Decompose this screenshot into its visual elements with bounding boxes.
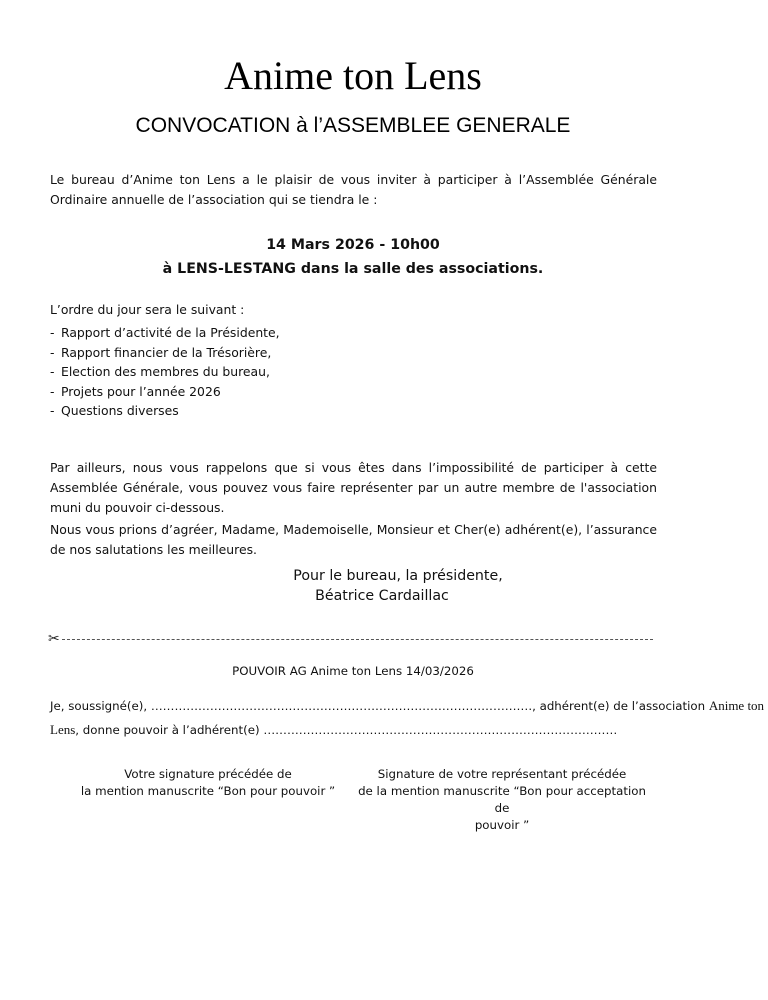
document-subtitle: CONVOCATION à l’ASSEMBLEE GENERALE bbox=[135, 114, 571, 137]
signature-name: Béatrice Cardaillac bbox=[315, 588, 449, 604]
form-line-2: Lens, donne pouvoir à l’adhérent(e) ……………………………………………………………………………… bbox=[50, 722, 618, 737]
association-title: Anime ton Lens bbox=[224, 53, 482, 98]
intro-paragraph: Le bureau d’Anime ton Lens a le plaisir de vous inviter à participer à l’Assemblée Générale Ordinaire annuelle de l’association qui se tiendra le : bbox=[50, 172, 657, 207]
dashed-separator bbox=[62, 639, 653, 640]
agenda-list bbox=[50, 323, 280, 421]
reminder-paragraph: Par ailleurs, nous vous rappelons que si vous êtes dans l’impossibilité de participer à cette Assemblée Générale, vous pouvez vous faire représenter par un autre membre de l'association muni du pouvoir ci-dessous. bbox=[50, 460, 657, 515]
event-date: 14 Mars 2026 - 10h00 bbox=[266, 237, 440, 253]
form-line-1: Je, soussigné(e), ……………………………………………………………………………………., adhérent(e) de l’association Anime ton bbox=[50, 698, 765, 713]
signature-role: Pour le bureau, la présidente, bbox=[293, 568, 503, 584]
agenda-item: - Election des membres du bureau, bbox=[50, 362, 280, 382]
member-signature-instructions: Votre signature précédée de la mention manuscrite “Bon pour pouvoir ” bbox=[80, 767, 336, 798]
agenda-item: - Projets pour l’année 2026 bbox=[50, 382, 280, 402]
proxy-field-dots: ……………………………………………………………………………… bbox=[263, 723, 618, 737]
cut-line bbox=[48, 630, 653, 648]
pouvoir-title: POUVOIR AG Anime ton Lens 14/03/2026 bbox=[232, 664, 474, 678]
agenda-title: L’ordre du jour sera le suivant : bbox=[50, 302, 245, 317]
agenda-item: - Questions diverses bbox=[50, 401, 280, 421]
event-place: à LENS-LESTANG dans la salle des associations. bbox=[162, 261, 544, 277]
name-field-dots: ……………………………………………………………………………………. bbox=[150, 699, 533, 713]
scissors-icon: ✂ bbox=[48, 631, 60, 647]
agenda-item: - Rapport financier de la Trésorière, bbox=[50, 343, 280, 363]
proxy-signature-instructions: Signature de votre représentant précédée de la mention manuscrite “Bon pour acceptation de pouvoir ” bbox=[358, 767, 646, 832]
greeting-paragraph: Nous vous prions d’agréer, Madame, Mademoiselle, Monsieur et Cher(e) adhérent(e), l’assurance de nos salutations les meilleures. bbox=[50, 522, 657, 557]
agenda-item: - Rapport d’activité de la Présidente, bbox=[50, 323, 280, 343]
